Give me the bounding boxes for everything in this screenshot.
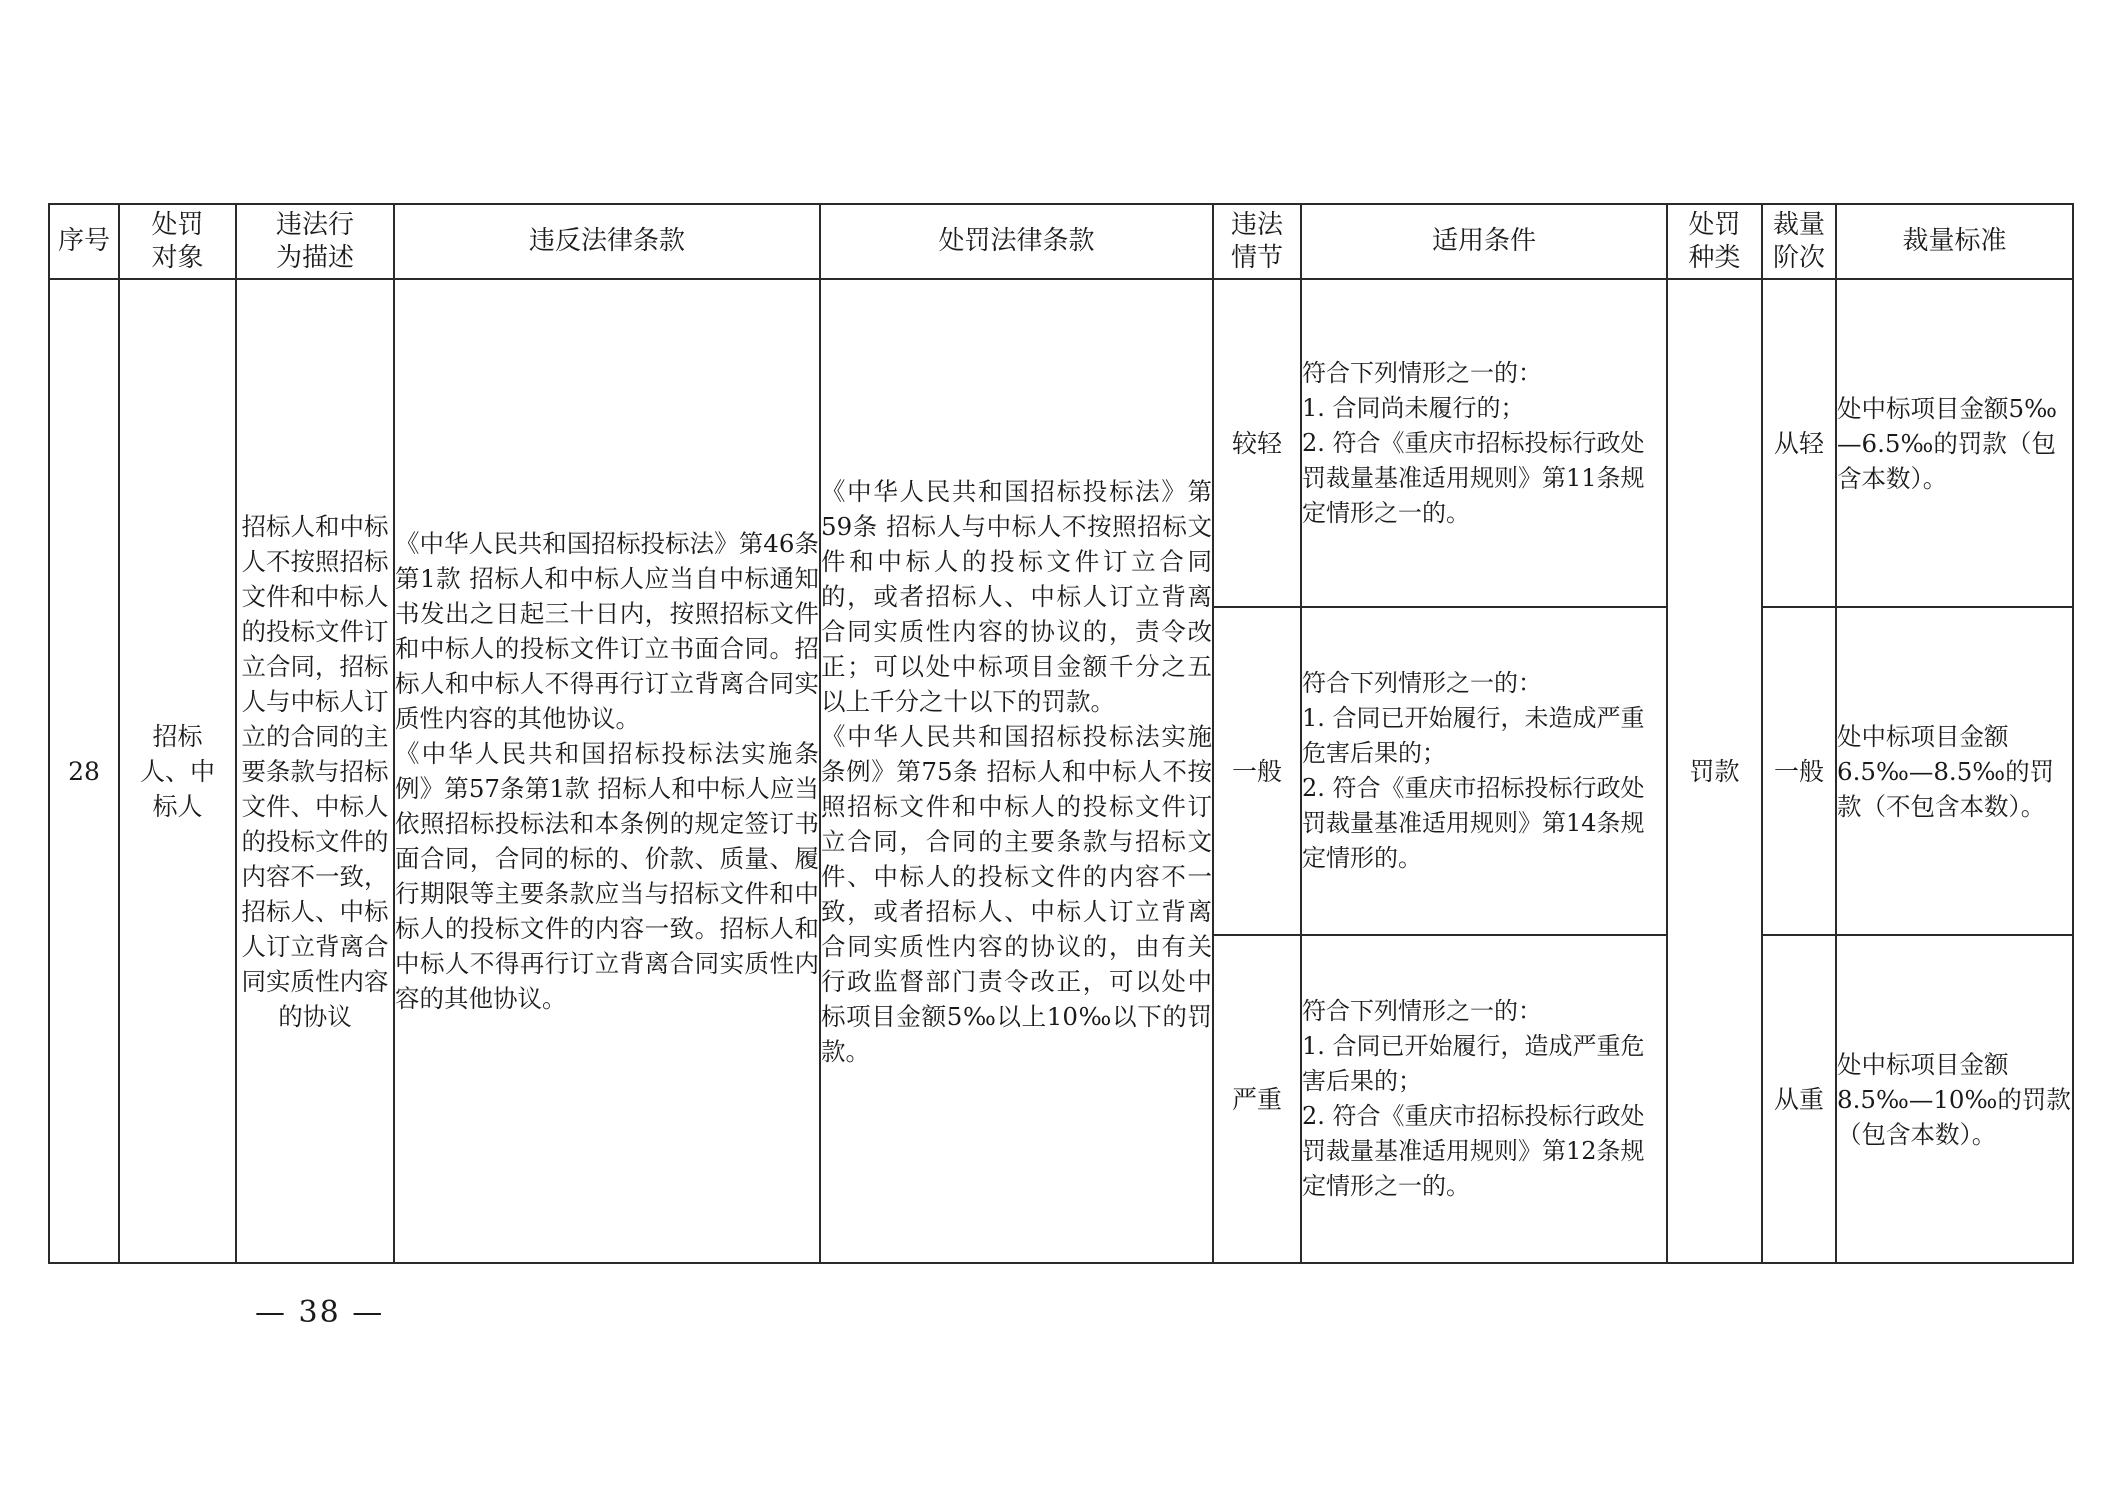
cell-target: 招标人、中标人 [119,279,236,1263]
penalty-discretion-table [48,203,2074,1264]
header-behavior: 违法行为描述 [236,204,394,279]
cell-circumstance-general: 一般 [1213,607,1301,935]
page-number: — 38 — [255,1295,385,1330]
header-violated-law: 违反法律条款 [394,204,820,279]
cell-conditions-light [1301,279,1667,607]
cell-level-light: 从轻 [1762,279,1836,607]
table-row [49,279,2073,607]
cell-violated-law: 《中华人民共和国招标投标法》第46条第1款 招标人和中标人应当自中标通知书发出之日起三十日内，按照招标文件和中标人的投标文件订立书面合同。招标人和中标人不得再行订立背离合同实质性内容的其他协议。 《中华人民共和国招标投标法实施条例》第57条第1款 招标人和中标人应当依照招标投标法和本条例的规定签订书面合同，合同的标的、价款、质量、履行期限等主要条款应当与招标文件和中标人的投标文件的内容一致。招标人和中标人不得再行订立背离合同实质性内容的其他协议。 [394,279,820,1263]
cell-penalty-type: 罚款 [1667,279,1762,1263]
header-standard: 裁量标准 [1836,204,2073,279]
condition-line: 1. 合同已开始履行，造成严重危害后果的； [1302,1032,1645,1095]
cell-circumstance-light: 较轻 [1213,279,1301,607]
condition-line: 2. 符合《重庆市招标投标行政处罚裁量基准适用规则》第12条规定情形之一的。 [1302,1102,1645,1200]
condition-line: 1. 合同已开始履行，未造成严重危害后果的； [1302,704,1645,767]
cell-behavior: 招标人和中标人不按照招标文件和中标人的投标文件订立合同，招标人与中标人订立的合同的主要条款与招标文件、中标人的投标文件的内容不一致，招标人、中标人订立背离合同实质性内容的协议 [236,279,394,1263]
header-circumstance: 违法情节 [1213,204,1301,279]
condition-line: 符合下列情形之一的： [1302,669,1542,697]
cell-conditions-general [1301,607,1667,935]
header-penalty-law: 处罚法律条款 [820,204,1213,279]
cell-standard-severe: 处中标项目金额8.5‰—10‰的罚款（包含本数）。 [1836,935,2073,1263]
header-target: 处罚对象 [119,204,236,279]
condition-line: 2. 符合《重庆市招标投标行政处罚裁量基准适用规则》第14条规定情形的。 [1302,774,1645,872]
cell-standard-light: 处中标项目金额5‰—6.5‰的罚款（包含本数）。 [1836,279,2073,607]
header-level: 裁量阶次 [1762,204,1836,279]
cell-circumstance-severe: 严重 [1213,935,1301,1263]
condition-line: 2. 符合《重庆市招标投标行政处罚裁量基准适用规则》第11条规定情形之一的。 [1302,428,1645,527]
cell-level-general: 一般 [1762,607,1836,935]
cell-level-severe: 从重 [1762,935,1836,1263]
header-conditions: 适用条件 [1301,204,1667,279]
header-row [49,204,2073,279]
header-seq: 序号 [49,204,119,279]
cell-standard-general: 处中标项目金额6.5‰—8.5‰的罚款（不包含本数）。 [1836,607,2073,935]
cell-seq: 28 [49,279,119,1263]
header-penalty-type: 处罚种类 [1667,204,1762,279]
cell-conditions-severe [1301,935,1667,1263]
condition-line: 符合下列情形之一的： [1302,997,1542,1025]
condition-line: 1. 合同尚未履行的； [1302,393,1525,422]
condition-line: 符合下列情形之一的： [1302,358,1542,387]
cell-penalty-law: 《中华人民共和国招标投标法》第59条 招标人与中标人不按照招标文件和中标人的投标文件订立合同的，或者招标人、中标人订立背离合同实质性内容的协议的，责令改正；可以处中标项目金额千分之五以上千分之十以下的罚款。 《中华人民共和国招标投标法实施条例》第75条 招标人和中标人不按照招标文件和中标人的投标文件订立合同，合同的主要条款与招标文件、中标人的投标文件的内容不一致，或者招标人、中标人订立背离合同实质性内容的协议的，由有关行政监督部门责令改正，可以处中标项目金额5‰以上10‰以下的罚款。 [820,279,1213,1263]
